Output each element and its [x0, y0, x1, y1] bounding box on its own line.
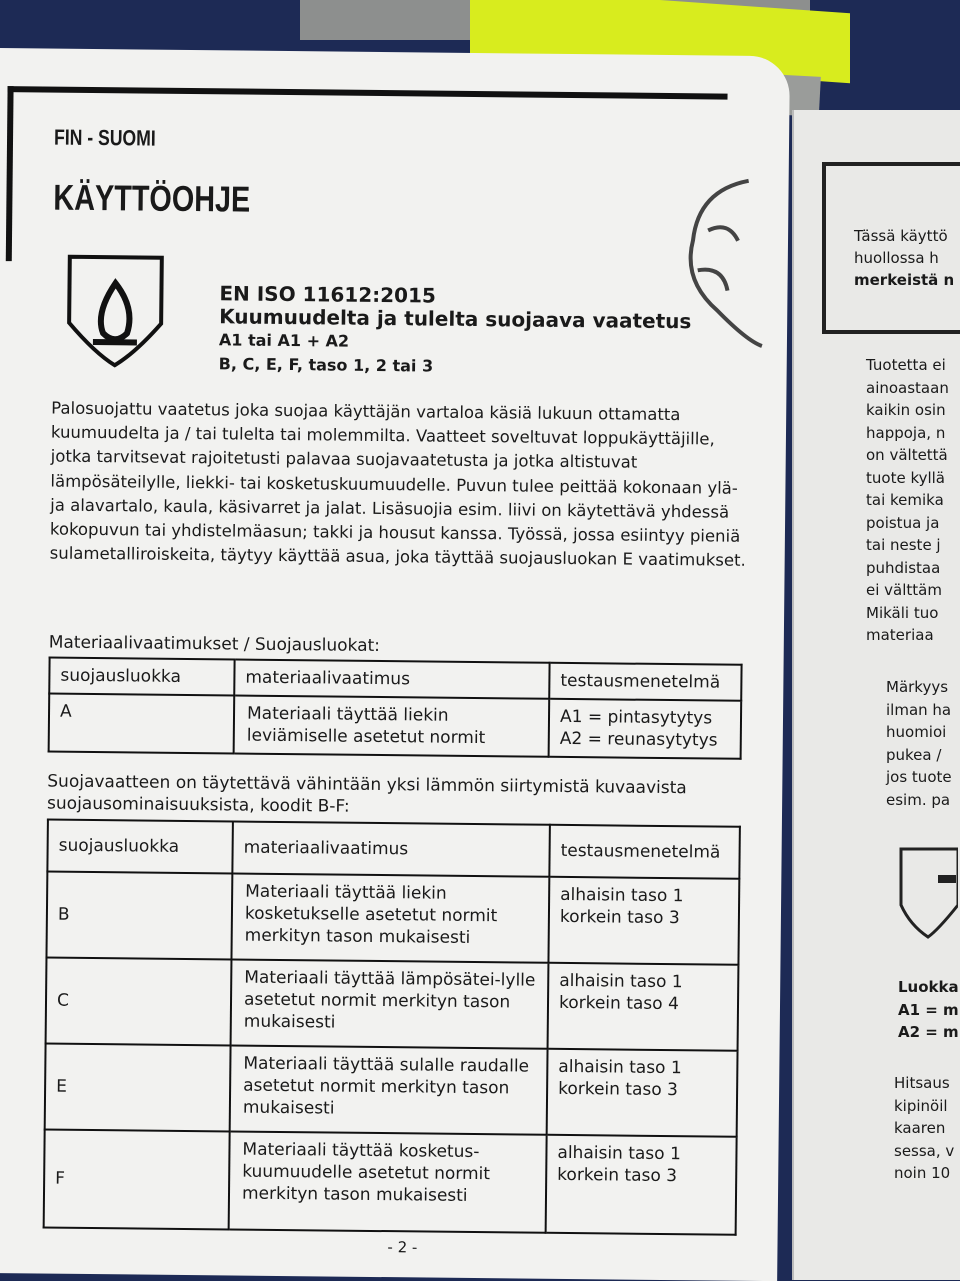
text-line: kaaren: [894, 1119, 946, 1137]
test-cell: [548, 877, 739, 965]
right-para-2: [886, 676, 952, 811]
text-line: jos tuote: [886, 768, 952, 786]
box-line: merkeistä n: [854, 271, 955, 289]
header-cell: materiaalivaatimus: [234, 659, 549, 698]
text-line: tai neste j: [866, 536, 941, 554]
text-line: ei välttäm: [866, 581, 942, 599]
class-cell: F: [44, 1130, 230, 1230]
requirement-cell: Materiaali täyttää liekin leviämiselle asetetut normit: [234, 695, 550, 756]
text-line: puhdistaa: [866, 558, 941, 577]
test-line: korkein taso 3: [558, 1078, 679, 1101]
test-line: alhaisin taso 1: [558, 1056, 682, 1079]
table-row: [46, 958, 739, 1051]
text-line: noin 10: [894, 1164, 951, 1182]
text-line: tuote kyllä: [866, 468, 945, 487]
text-line: esim. pa: [886, 790, 951, 809]
test-line: alhaisin taso 1: [559, 970, 683, 993]
header-cell: materiaalivaatimus: [232, 821, 550, 876]
text-line: A1 = m: [898, 1000, 959, 1019]
requirement-cell: Materiaali täyttää kosketus-kuumuudelle asetetut normit merkityn tason mukaisesti: [229, 1131, 547, 1232]
test-cell: [549, 699, 742, 759]
welding-shield-icon: [898, 845, 958, 940]
box-line: huollossa h: [854, 249, 939, 267]
test-cell: [548, 963, 739, 1051]
text-line: tai kemika: [866, 491, 944, 509]
table2-caption: Suojavaatteen on täytettävä vähintään yksi lämmön siirtymistä kuvaavista suojausominaisuuksista, koodit B-F:: [46, 771, 687, 817]
text-line: materiaa: [866, 626, 934, 644]
intro-paragraph: Palosuojattu vaatetus joka suojaa käyttäjän vartaloa käsiä lukuun ottamatta kuumuudelta ja / tai tulelta tai molemmilta. Vaatteet soveltuvat loppukäyttäjille, jotka tarvitsevat rajoitetusti palavaa suojavaatetusta ja jotka altistuvat lämpösäteilylle, liekki- tai kosketuskuumuudelle. Puvun tulee peittää kokonaan ylä- ja alavartalo, kaula, käsivarret ja jalat. Lisäsuojia esim. liivi on käytettävä yhdessä kokopuvun tai yhdistelmäasun; takki ja housut kanssa. Työssä, jossa esiintyy pieniä sulametalliroiskeita, täytyy käyttää asua, joka täyttää suojausluokan E vaatimukset.: [49, 398, 746, 571]
class-cell: E: [45, 1044, 231, 1132]
right-para-3: [894, 1072, 954, 1185]
requirement-cell: Materiaali täyttää liekin kosketukselle asetetut normit merkityn tason mukaisesti: [231, 873, 549, 962]
text-line: kaikin osin: [866, 401, 946, 419]
table-row: [46, 872, 739, 965]
right-para-1: [866, 354, 949, 647]
text-line: on vältettä: [866, 446, 948, 464]
table-row: [49, 694, 742, 759]
test-line: korkein taso 3: [557, 1164, 678, 1187]
class-cell: B: [46, 872, 232, 960]
test-line: alhaisin taso 1: [560, 884, 684, 907]
standard-levels: B, C, E, F, taso 1, 2 tai 3: [218, 354, 434, 376]
text-line: ainoastaan: [866, 378, 949, 397]
corner-bracket: [6, 86, 14, 261]
standard-name: Kuumuudelta ja tulelta suojaava vaatetus: [219, 304, 692, 334]
requirement-cell: Materiaali täyttää sulalle raudalle asetetut normit merkityn tason mukaisesti: [230, 1045, 548, 1134]
corner-bracket: [8, 86, 728, 100]
requirement-cell: Materiaali täyttää lämpösätei-lylle asetetut normit merkityn tason mukaisesti: [231, 959, 549, 1048]
box-line: Tässä käyttö: [854, 227, 948, 245]
text-line: Märkyys: [886, 678, 949, 696]
text-line: kipinöil: [894, 1096, 948, 1115]
page-number: - 2 -: [387, 1238, 418, 1257]
text-line: Mikäli tuo: [866, 603, 939, 622]
text-line: happoja, n: [866, 423, 946, 442]
protection-table: [43, 819, 741, 1236]
text-line: Hitsaus: [894, 1074, 950, 1092]
header-cell: suojausluokka: [47, 820, 233, 874]
class-cell: A: [49, 694, 235, 754]
test-line: A2 = reunasytytys: [559, 728, 718, 751]
test-cell: [547, 1049, 738, 1137]
table-header-row: [47, 820, 740, 879]
test-line: A1 = pintasytytys: [559, 706, 713, 729]
standard-classes: A1 tai A1 + A2: [218, 330, 350, 351]
standard-block: [219, 282, 692, 381]
page-title: KÄYTTÖOHJE: [53, 176, 251, 220]
test-line: korkein taso 3: [559, 906, 680, 929]
class-cell: C: [46, 958, 232, 1046]
test-cell: [546, 1135, 737, 1235]
header-cell: testausmenetelmä: [549, 663, 741, 701]
header-cell: suojausluokka: [49, 658, 234, 696]
text-line: Luokka: [898, 978, 959, 996]
text-line: A2 = m: [898, 1023, 959, 1041]
language-label: FIN - SUOMI: [53, 124, 156, 151]
test-line: alhaisin taso 1: [557, 1142, 681, 1165]
text-line: ilman ha: [886, 700, 952, 719]
text-line: sessa, v: [894, 1141, 955, 1160]
table-row: [45, 1044, 738, 1137]
table-row: [44, 1130, 737, 1235]
text-line: huomioi: [886, 723, 947, 741]
header-cell: testausmenetelmä: [549, 825, 740, 879]
standard-code: EN ISO 11612:2015: [219, 281, 436, 308]
text-line: poistua ja: [866, 513, 940, 532]
manual-page: [0, 48, 790, 1281]
flame-shield-icon: [65, 253, 166, 369]
right-page: [792, 110, 960, 1280]
material-table: [48, 657, 743, 760]
text-line: Tuotetta ei: [866, 356, 946, 374]
text-line: pukea /: [886, 745, 942, 764]
test-line: korkein taso 4: [558, 992, 679, 1015]
right-bold-lines: [898, 976, 959, 1044]
table1-caption: Materiaalivaatimukset / Suojausluokat:: [48, 632, 381, 657]
